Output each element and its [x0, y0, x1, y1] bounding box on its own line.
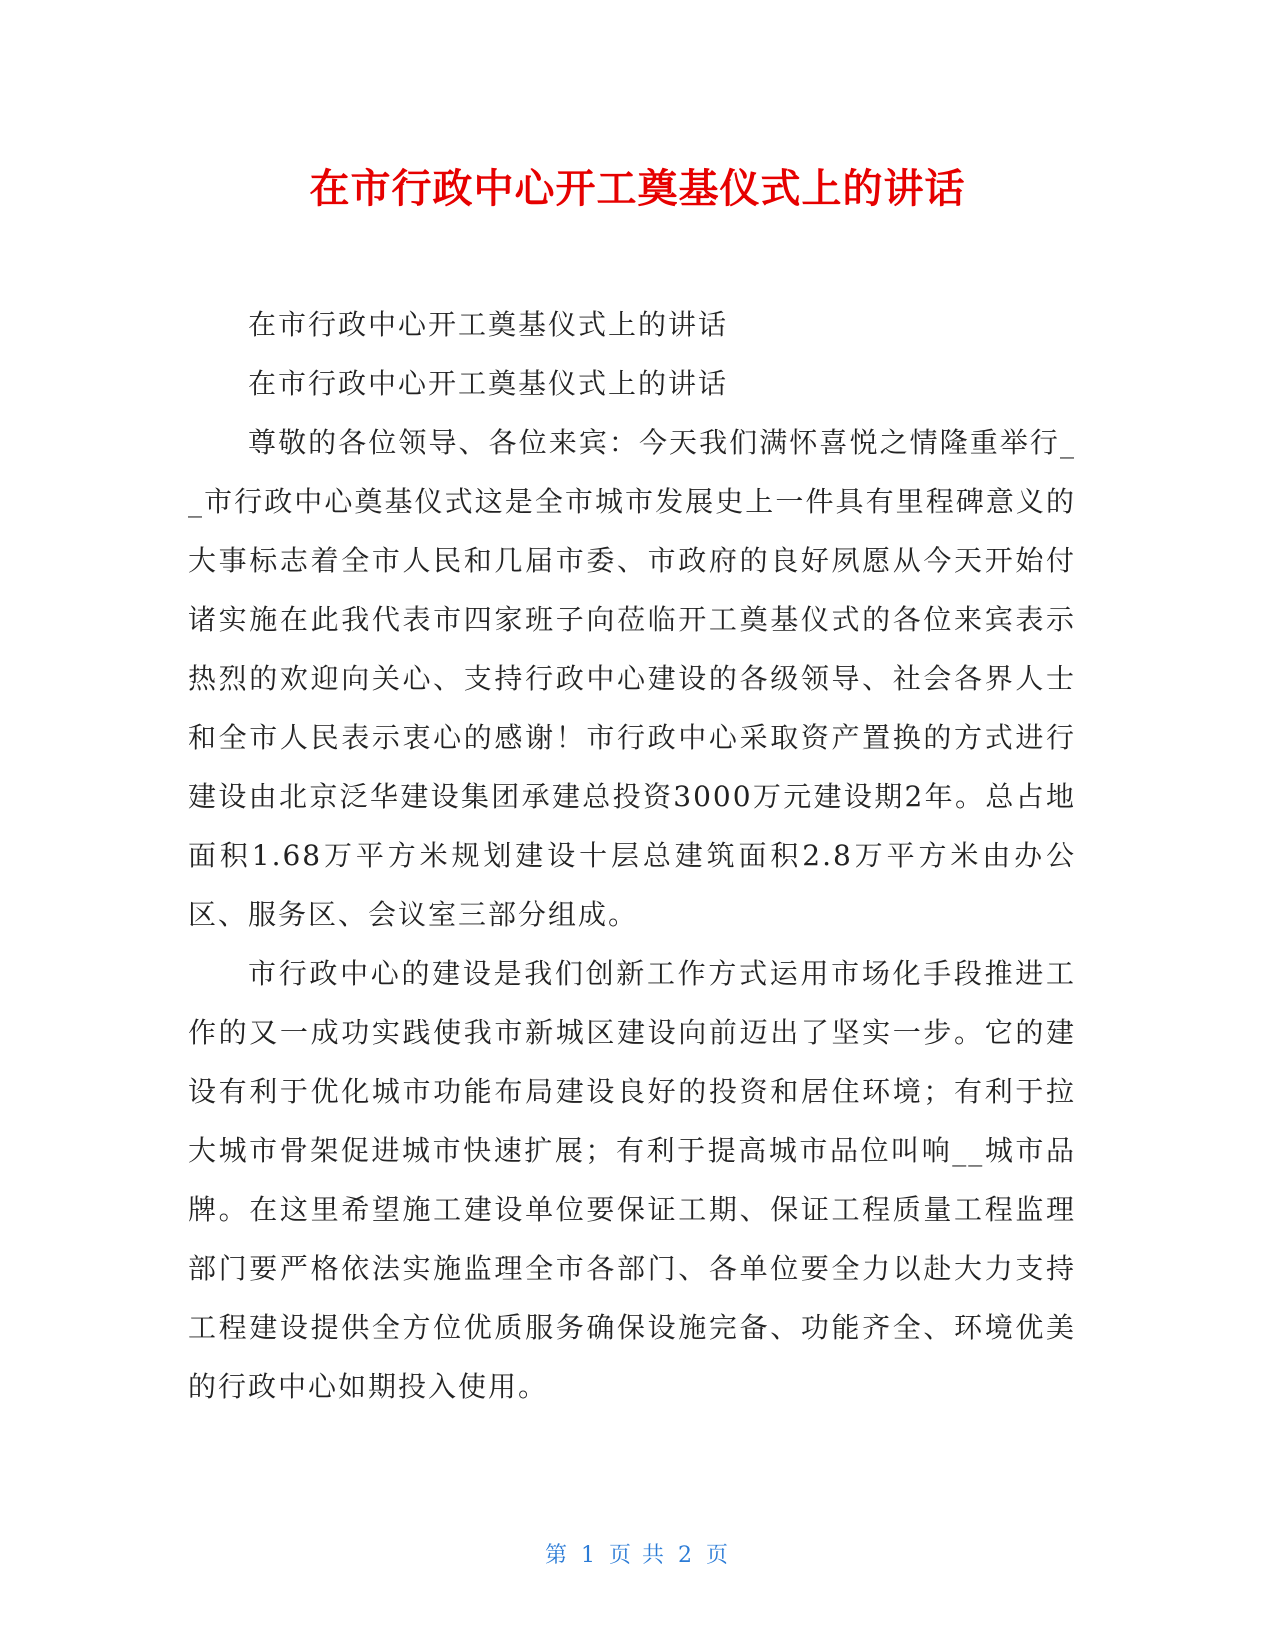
document-body [188, 295, 1076, 1416]
paragraph-greeting: 尊敬的各位领导、各位来宾：今天我们满怀喜悦之情隆重举行__市行政中心奠基仪式这是全市城市发展史上一件具有里程碑意义的大事标志着全市人民和几届市委、市政府的良好夙愿从今天开始付诸实施在此我代表市四家班子向莅临开工奠基仪式的各位来宾表示热烈的欢迎向关心、支持行政中心建设的各级领导、社会各界人士和全市人民表示衷心的感谢！市行政中心采取资产置换的方式进行建设由北京泛华建设集团承建总投资3000万元建设期2年。总占地面积1.68万平方米规划建设十层总建筑面积2.8万平方米由办公区、服务区、会议室三部分组成。 [188, 426, 1076, 931]
page-suffix: 页 [706, 1543, 731, 1568]
page-prefix: 第 [544, 1543, 569, 1568]
page-mid: 页 共 [609, 1543, 666, 1568]
paragraph-heading-2: 在市行政中心开工奠基仪式上的讲话 [248, 367, 729, 400]
page-number-footer [0, 1538, 1275, 1569]
paragraph-significance: 市行政中心的建设是我们创新工作方式运用市场化手段推进工作的又一成功实践使我市新城区建设向前迈出了坚实一步。它的建设有利于优化城市功能布局建设良好的投资和居住环境；有利于拉大城市骨架促进城市快速扩展；有利于提高城市品位叫响__城市品牌。在这里希望施工建设单位要保证工期、保证工程质量工程监理部门要严格依法实施监理全市各部门、各单位要全力以赴大力支持工程建设提供全方位优质服务确保设施完备、功能齐全、环境优美的行政中心如期投入使用。 [188, 957, 1076, 1403]
page-current: 1 [581, 1543, 597, 1568]
document-title: 在市行政中心开工奠基仪式上的讲话 [309, 166, 966, 212]
paragraph-heading-1: 在市行政中心开工奠基仪式上的讲话 [248, 308, 729, 341]
page-total: 2 [678, 1543, 694, 1568]
